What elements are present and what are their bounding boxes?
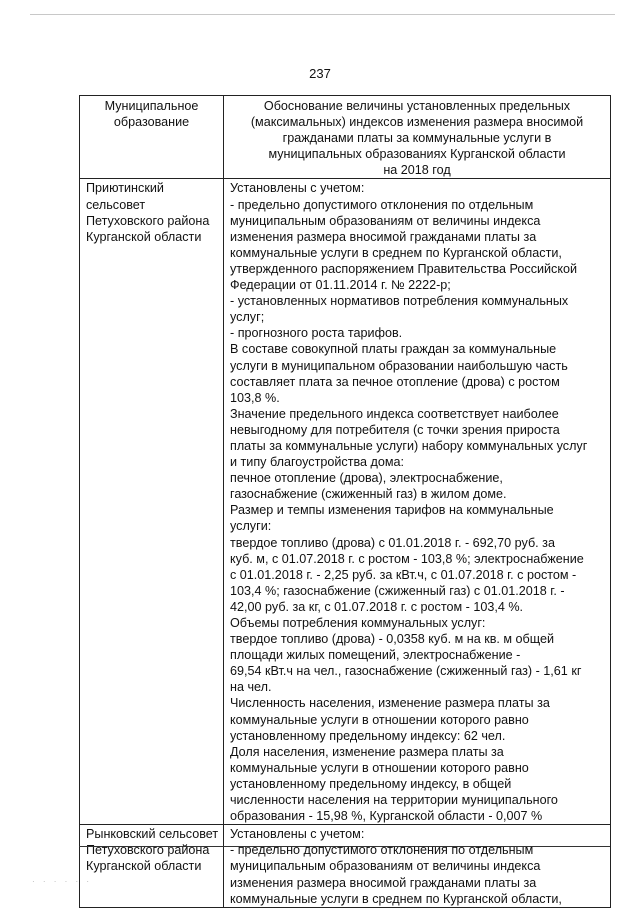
text-line: коммунальные услуги в среднем по Курганской области,: [230, 245, 562, 260]
text-line: Объемы потребления коммунальных услуг:: [230, 616, 486, 630]
text-line: Рынковский сельсовет: [86, 827, 219, 842]
text-line: - прогнозного роста тарифов.: [230, 326, 403, 341]
text-line: Курганской области: [86, 229, 202, 244]
text-line: платы за коммунальные услуги) набору коммунальных услуг: [230, 438, 588, 453]
text-line: Значение предельного индекса соответствует наиболее: [230, 406, 559, 421]
text-line: 69,54 кВт.ч на чел., газоснабжение (сжиженный газ) - 1,61 кг: [230, 664, 582, 679]
table-row: [80, 179, 611, 825]
text-line: с 01.01.2018 г. - 2,25 руб. за кВт.ч, с 01.07.2018 г. с ростом -: [230, 567, 577, 582]
text-line: Численность населения, изменение размера платы за: [230, 696, 550, 711]
text-line: коммунальные услуги в отношении которого равно: [230, 712, 529, 727]
text-line: Доля населения, изменение размера платы за: [230, 744, 504, 759]
text-line: установленному предельному индексу, в общей: [230, 776, 512, 791]
text-line: установленному предельному индексу: 62 чел.: [230, 728, 506, 743]
text-line: образование: [113, 115, 190, 130]
text-line: В составе совокупной платы граждан за коммунальные: [230, 342, 557, 357]
text-line: Установлены с учетом:: [230, 181, 365, 196]
header-justification: [224, 96, 611, 179]
table-bottom-edge: [79, 846, 610, 847]
text-line: утвержденного распоряжением Правительства Российской: [230, 261, 578, 276]
text-line: муниципальным образованиям от величины индекса: [230, 213, 541, 228]
text-line: услуги:: [230, 519, 272, 534]
text-line: Петуховского района: [86, 213, 210, 228]
text-line: - предельно допустимого отклонения по отдельным: [230, 197, 534, 212]
text-line: газоснабжение (сжиженный газ) в жилом доме.: [230, 487, 507, 502]
text-line: гражданами платы за коммунальные услуги в: [282, 131, 552, 146]
text-line: на чел.: [230, 680, 272, 695]
text-line: на 2018 год: [383, 163, 451, 178]
text-line: услуги в муниципальном образовании наибольшую часть: [230, 358, 568, 373]
text-line: твердое топливо (дрова) - 0,0358 куб. м на кв. м общей: [230, 632, 555, 647]
text-line: - установленных нормативов потребления коммунальных: [230, 294, 569, 309]
text-line: Петуховского района: [86, 843, 210, 858]
text-line: коммунальные услуги в среднем по Курганской области,: [230, 891, 562, 906]
text-line: изменения размера вносимой гражданами платы за: [230, 875, 537, 890]
table-header-row: [80, 96, 611, 179]
municipality-cell: [80, 179, 224, 825]
text-line: 103,4 %; газоснабжение (сжиженный газ) с 01.01.2018 г. -: [230, 583, 565, 598]
justification-cell: [224, 825, 611, 907]
text-line: образования - 15,98 %, Курганской области - 0,007 %: [230, 809, 543, 824]
text-line: Муниципальное: [104, 99, 199, 113]
text-line: Федерации от 01.11.2014 г. № 2222-р;: [230, 278, 451, 293]
text-line: муниципальным образованиям от величины индекса: [230, 859, 541, 874]
text-line: - предельно допустимого отклонения по отдельным: [230, 843, 534, 858]
justification-table: [79, 95, 611, 908]
scan-artifact: · · · · · ·: [32, 877, 93, 886]
text-line: муниципальных образованиях Курганской области: [268, 147, 566, 162]
text-line: куб. м, с 01.07.2018 г. с ростом - 103,8 %; электроснабжение: [230, 551, 584, 566]
text-line: коммунальные услуги в отношении которого равно: [230, 760, 529, 775]
municipality-cell: [80, 825, 224, 907]
text-line: сельсовет: [86, 197, 146, 212]
text-line: (максимальных) индексов изменения размера вносимой: [250, 115, 584, 130]
table-row: [80, 825, 611, 907]
text-line: численности населения на территории муниципального: [230, 793, 558, 808]
text-line: Курганской области: [86, 859, 202, 874]
text-line: 42,00 руб. за кг, с 01.07.2018 г. с ростом - 103,4 %.: [230, 599, 524, 614]
text-line: 103,8 %.: [230, 390, 280, 405]
text-line: Приютинский: [86, 181, 164, 196]
scan-top-rule: [30, 14, 615, 15]
page-number: 237: [309, 66, 331, 81]
header-municipality: [80, 96, 224, 179]
text-line: Установлены с учетом:: [230, 827, 365, 842]
text-line: Обоснование величины установленных предельных: [263, 99, 571, 113]
text-line: и типу благоустройства дома:: [230, 455, 405, 470]
justification-cell: [224, 179, 611, 825]
text-line: составляет плата за печное отопление (дрова) с ростом: [230, 374, 560, 389]
text-line: твердое топливо (дрова) с 01.01.2018 г. - 692,70 руб. за: [230, 535, 555, 550]
text-line: печное отопление (дрова), электроснабжение,: [230, 471, 503, 486]
text-line: невыгодному для потребителя (с точки зрения прироста: [230, 422, 560, 437]
text-line: Размер и темпы изменения тарифов на коммунальные: [230, 503, 554, 518]
text-line: услуг;: [230, 310, 265, 325]
text-line: изменения размера вносимой гражданами платы за: [230, 229, 537, 244]
text-line: площади жилых помещений, электроснабжение -: [230, 648, 521, 663]
